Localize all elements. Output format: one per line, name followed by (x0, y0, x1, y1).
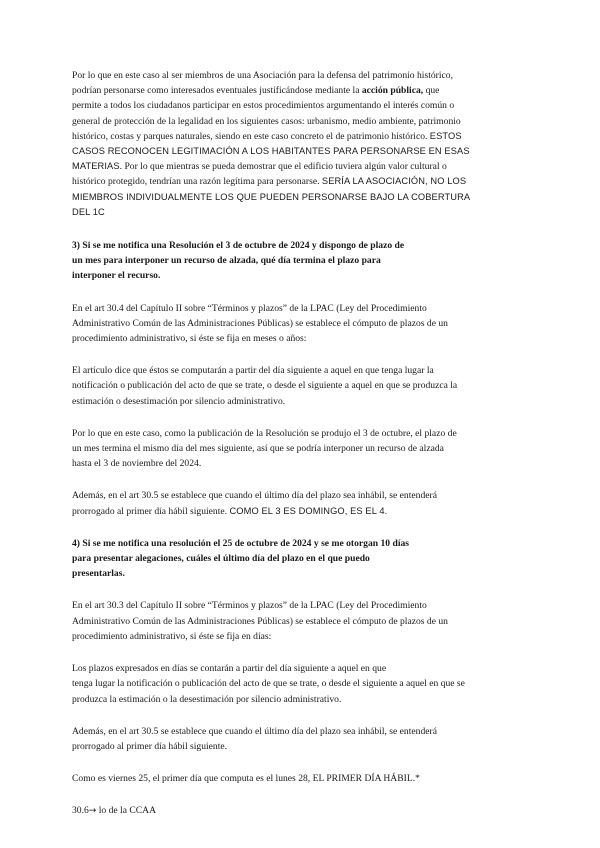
text-line: podrían personarse como interesados eventuales justificándose mediante la acción pública, que (72, 85, 440, 97)
q4-paragraph-1: En el art 30.3 del Capítulo II sobre “Términos y plazos” de la LPAC (Ley del Procedimiento Administrativo Común de las Administraciones Públicas) se establece el cómputo de plazos de un procedimiento administrativo, si éste se fija en días: (72, 600, 448, 642)
bold-term: acción pública, (361, 85, 424, 97)
text-line: MATERIAS. Por lo que mientras se pueda demostrar que el edificio tuviera algún valor cultural o (72, 161, 447, 173)
text-line: Por lo que en este caso al ser miembros de una Asociación para la defensa del patrimonio histórico, (72, 70, 453, 81)
q3-paragraph-1: En el art 30.4 del Capítulo II sobre “Términos y plazos” de la LPAC (Ley del Procedimiento Administrativo Común de las Administraciones Públicas) se establece el cómputo de plazos de un procedimiento administrativo, si éste se fija en meses o años: (72, 302, 448, 345)
text-line: histórico protegido, tendrían una razón legítima para personarse. SERÍA LA ASOCIACIÓN, NO LOS (72, 176, 467, 188)
q3-paragraph-3: Por lo que en este caso, como la publicación de la Resolución se produjo el 3 de octubre, el plazo de un mes termina el mismo día del mes siguiente, así que se podría interponer un recurso de alzada hasta el 3 de noviembre del 2024. (72, 427, 457, 470)
q4-paragraph-3: Además, en el art 30.5 se establece que cuando el último día del plazo sea inhábil, se entenderá prorrogado al primer día hábil siguiente. (72, 725, 437, 752)
text-line: histórico, costas y parques naturales, siendo en este caso concreto el de patrimonio histórico. ESTOS (72, 130, 462, 142)
paragraph-accion-publica (72, 68, 529, 220)
document-page (72, 68, 529, 837)
q4-paragraph-2: Los plazos expresados en días se contarán a partir del día siguiente a aquel en que tenga lugar la notificación o publicación del acto de que se trate, o desde el siguiente a aquel en que se produzca la estimación o la desestimación por silencio administrativo. (72, 663, 465, 705)
arrow-right-icon: → (88, 806, 97, 817)
text-line: MIEMBROS INDIVIDUALMENTE LOS QUE PUEDEN PERSONARSE BAJO LA COBERTURA (72, 191, 471, 202)
q4-paragraph-4: Como es viernes 25, el primer día que computa es el lunes 28, EL PRIMER DÍA HÁBIL.* (72, 773, 420, 785)
text-line: permite a todos los ciudadanos participar en estos procedimientos argumentando el interés común o (72, 100, 455, 112)
q4-note: 30.6→ lo de la CCAA (72, 805, 157, 817)
question-4-heading: 4) Si se me notifica una resolución el 25 de octubre de 2024 y se me otorgan 10 días para presentar alegaciones, cuáles el último día del plazo en el que puedo presentarlas. (72, 537, 410, 580)
q3-answer: COMO EL 3 ES DOMINGO, ES EL 4. (229, 505, 388, 516)
q3-paragraph-2: El artículo dice que éstos se computarán a partir del día siguiente a aquel en que tenga lugar la notificación o publicación del acto de que se trate, o desde el siguiente a aquel en que se produzca la estimación o desestimación por silencio administrativo. (72, 365, 458, 407)
text-line: DEL 1C (72, 206, 105, 217)
text-line: CASOS RECONOCEN LEGITIMACIÓN A LOS HABITANTES PARA PERSONARSE EN ESAS (72, 146, 470, 157)
question-3-heading: 3) Si se me notifica una Resolución el 3 de octubre de 2024 y dispongo de plazo de un mes para interponer un recurso de alzada, qué día termina el plazo para interponer el recurso. (72, 240, 405, 282)
q3-paragraph-4: Además, en el art 30.5 se establece que cuando el último día del plazo sea inhábil, se entenderá prorrogado al primer día hábil siguiente. COMO EL 3 ES DOMINGO, ES EL 4. (72, 490, 437, 517)
text-line: general de protección de la legalidad en los siguientes casos: urbanismo, medio ambiente, patrimonio (72, 115, 461, 127)
